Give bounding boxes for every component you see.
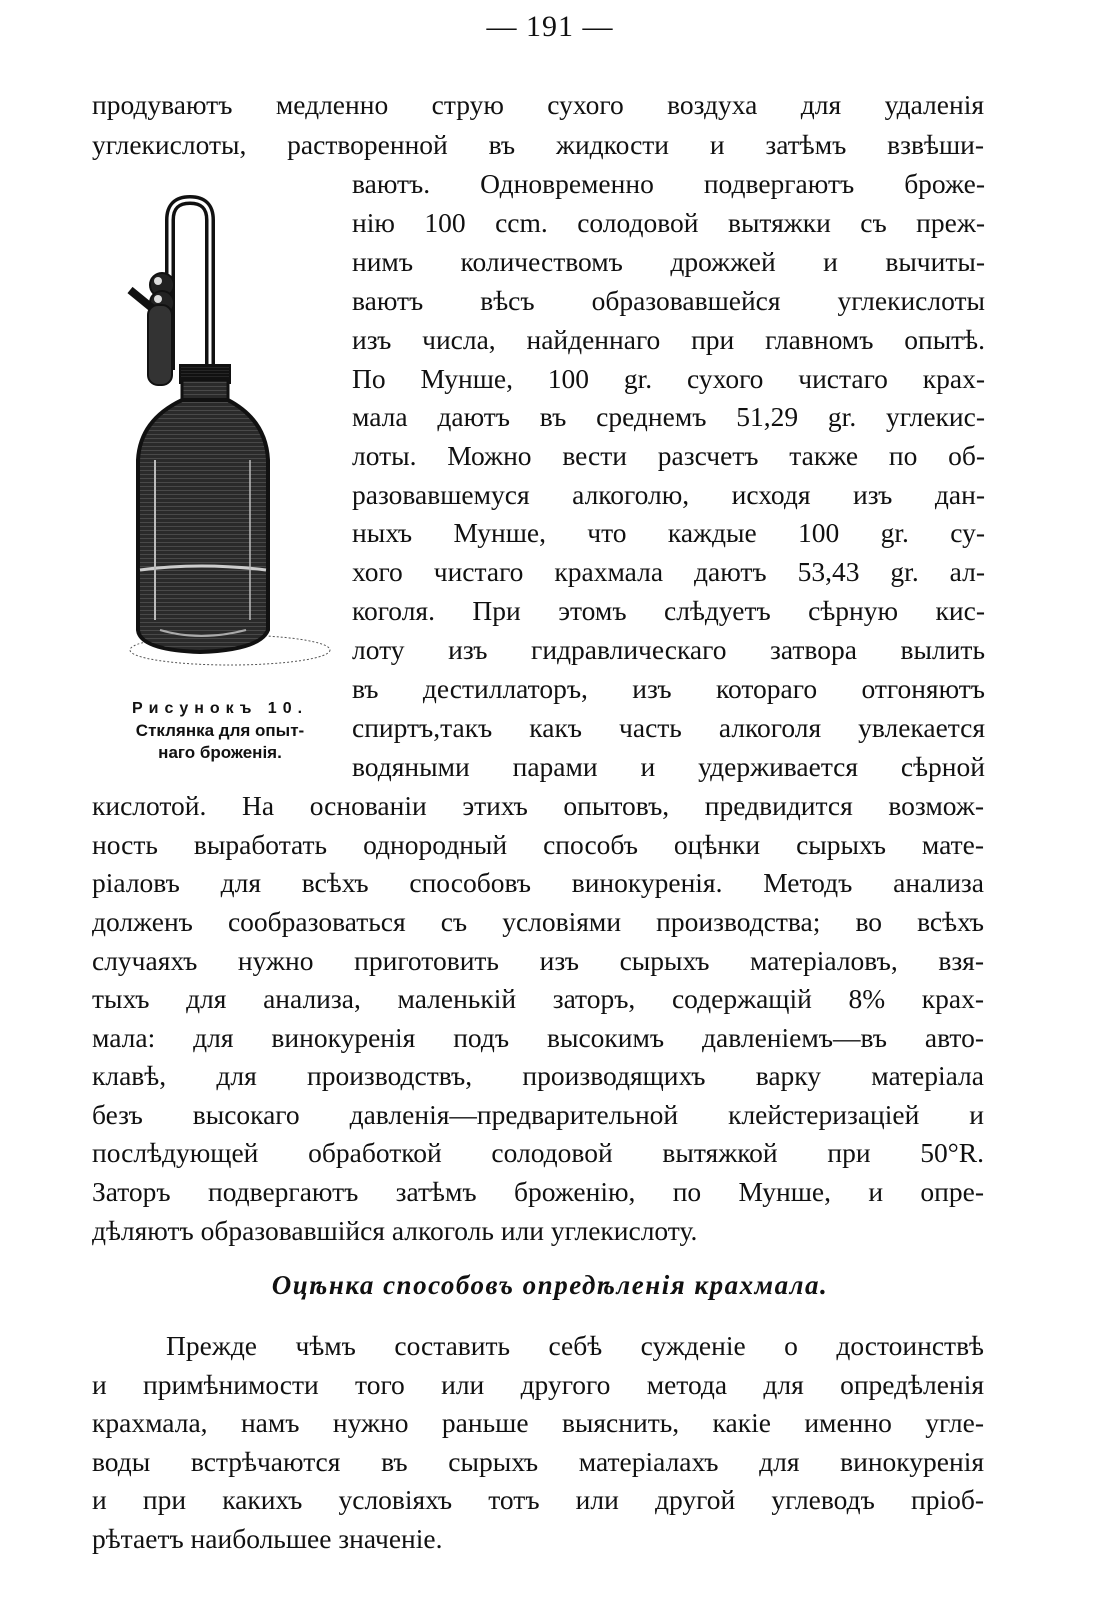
text-line: лоты. Можно вести разсчетъ также по об- <box>352 440 985 471</box>
text-line: долженъ сообразоваться съ условіями производства; во всѣхъ <box>92 906 984 937</box>
text-line: коголя. При этомъ слѣдуетъ сѣрную кис- <box>352 595 985 626</box>
text-line: хого чистаго крахмала даютъ 53,43 gr. ал- <box>352 556 985 587</box>
text-line: Заторъ подвергаютъ затѣмъ броженію, по Мунше, и опре- <box>92 1176 984 1207</box>
text-line: тыхъ для анализа, маленькій заторъ, содержащій 8% крах- <box>92 983 984 1014</box>
text-line: дѣляютъ образовавшійся алкоголь или углекислоту. <box>92 1215 698 1246</box>
text-line: Прежде чѣмъ составить себѣ сужденіе о достоинствѣ <box>166 1330 984 1361</box>
text-line: послѣдующей обработкой солодовой вытяжкой при 50°R. <box>92 1137 984 1168</box>
section-heading: Оцѣнка способовъ опредѣленія крахмала. <box>271 1270 829 1300</box>
text-line: и примѣнимости того или другого метода для опредѣленія <box>92 1369 984 1400</box>
text-line: ріаловъ для всѣхъ способовъ винокуренія. Методъ анализа <box>92 867 984 898</box>
text-line: мала: для винокуренія подъ высокимъ давленіемъ—въ авто- <box>92 1022 984 1053</box>
text-line: лоту изъ гидравлическаго затвора вылить <box>352 634 985 665</box>
figure-caption-title: Рисунокъ 10. <box>131 700 309 717</box>
text-line: продуваютъ медленно струю сухого воздуха для удаленія <box>92 89 984 120</box>
text-line: нимъ количествомъ дрожжей и вычиты- <box>352 246 985 277</box>
page-number: — 191 — <box>486 10 614 43</box>
text-line: рѣтаетъ наибольшее значеніе. <box>92 1523 443 1554</box>
text-line: кислотой. На основаніи этихъ опытовъ, предвидится возмож- <box>92 790 984 821</box>
text-line: клавѣ, для производствъ, производящихъ варку матеріала <box>92 1060 984 1091</box>
text-line: изъ числа, найденнаго при главномъ опытѣ. <box>352 324 985 355</box>
figure-caption <box>96 698 344 764</box>
text-line: По Мунше, 100 gr. сухого чистаго крах- <box>352 363 985 394</box>
text-line: водяными парами и удерживается сѣрной <box>352 751 985 782</box>
text-line: углекислоты, растворенной въ жидкости и затѣмъ взвѣши- <box>92 129 984 160</box>
text-line: ваютъ. Одновременно подвергаютъ броже- <box>352 168 985 199</box>
figure-caption-line: наго броженія. <box>158 743 282 762</box>
text-line: ность выработать однородный способъ оцѣнки сырыхъ мате- <box>92 829 984 860</box>
text-line: нію 100 ccm. солодовой вытяжки съ преж- <box>352 207 985 238</box>
text-line: въ дестиллаторъ, изъ котораго отгоняютъ <box>352 673 985 704</box>
text-line: случаяхъ нужно приготовить изъ сырыхъ матеріаловъ, взя- <box>92 945 984 976</box>
figure-caption-line: Стклянка для опыт- <box>135 721 305 740</box>
text-line: ныхъ Мунше, что каждые 100 gr. су- <box>352 517 985 548</box>
text-line: безъ высокаго давленія—предварительной клейстеризаціей и <box>92 1099 984 1130</box>
text-line: разовавшемуся алкоголю, исходя изъ дан- <box>352 479 985 510</box>
fermentation-flask-icon <box>100 190 340 690</box>
text-line: воды встрѣчаются въ сырыхъ матеріалахъ для винокуренія <box>92 1446 984 1477</box>
text-line: спиртъ,такъ какъ часть алкоголя увлекается <box>352 712 985 743</box>
text-line: и при какихъ условіяхъ тотъ или другой углеводъ пріоб- <box>92 1484 984 1515</box>
text-line: ваютъ вѣсъ образовавшейся углекислоты <box>352 285 985 316</box>
text-line: мала даютъ въ среднемъ 51,29 gr. углекис- <box>352 401 985 432</box>
text-line: крахмала, намъ нужно раньше выяснить, какіе именно угле- <box>92 1407 984 1438</box>
